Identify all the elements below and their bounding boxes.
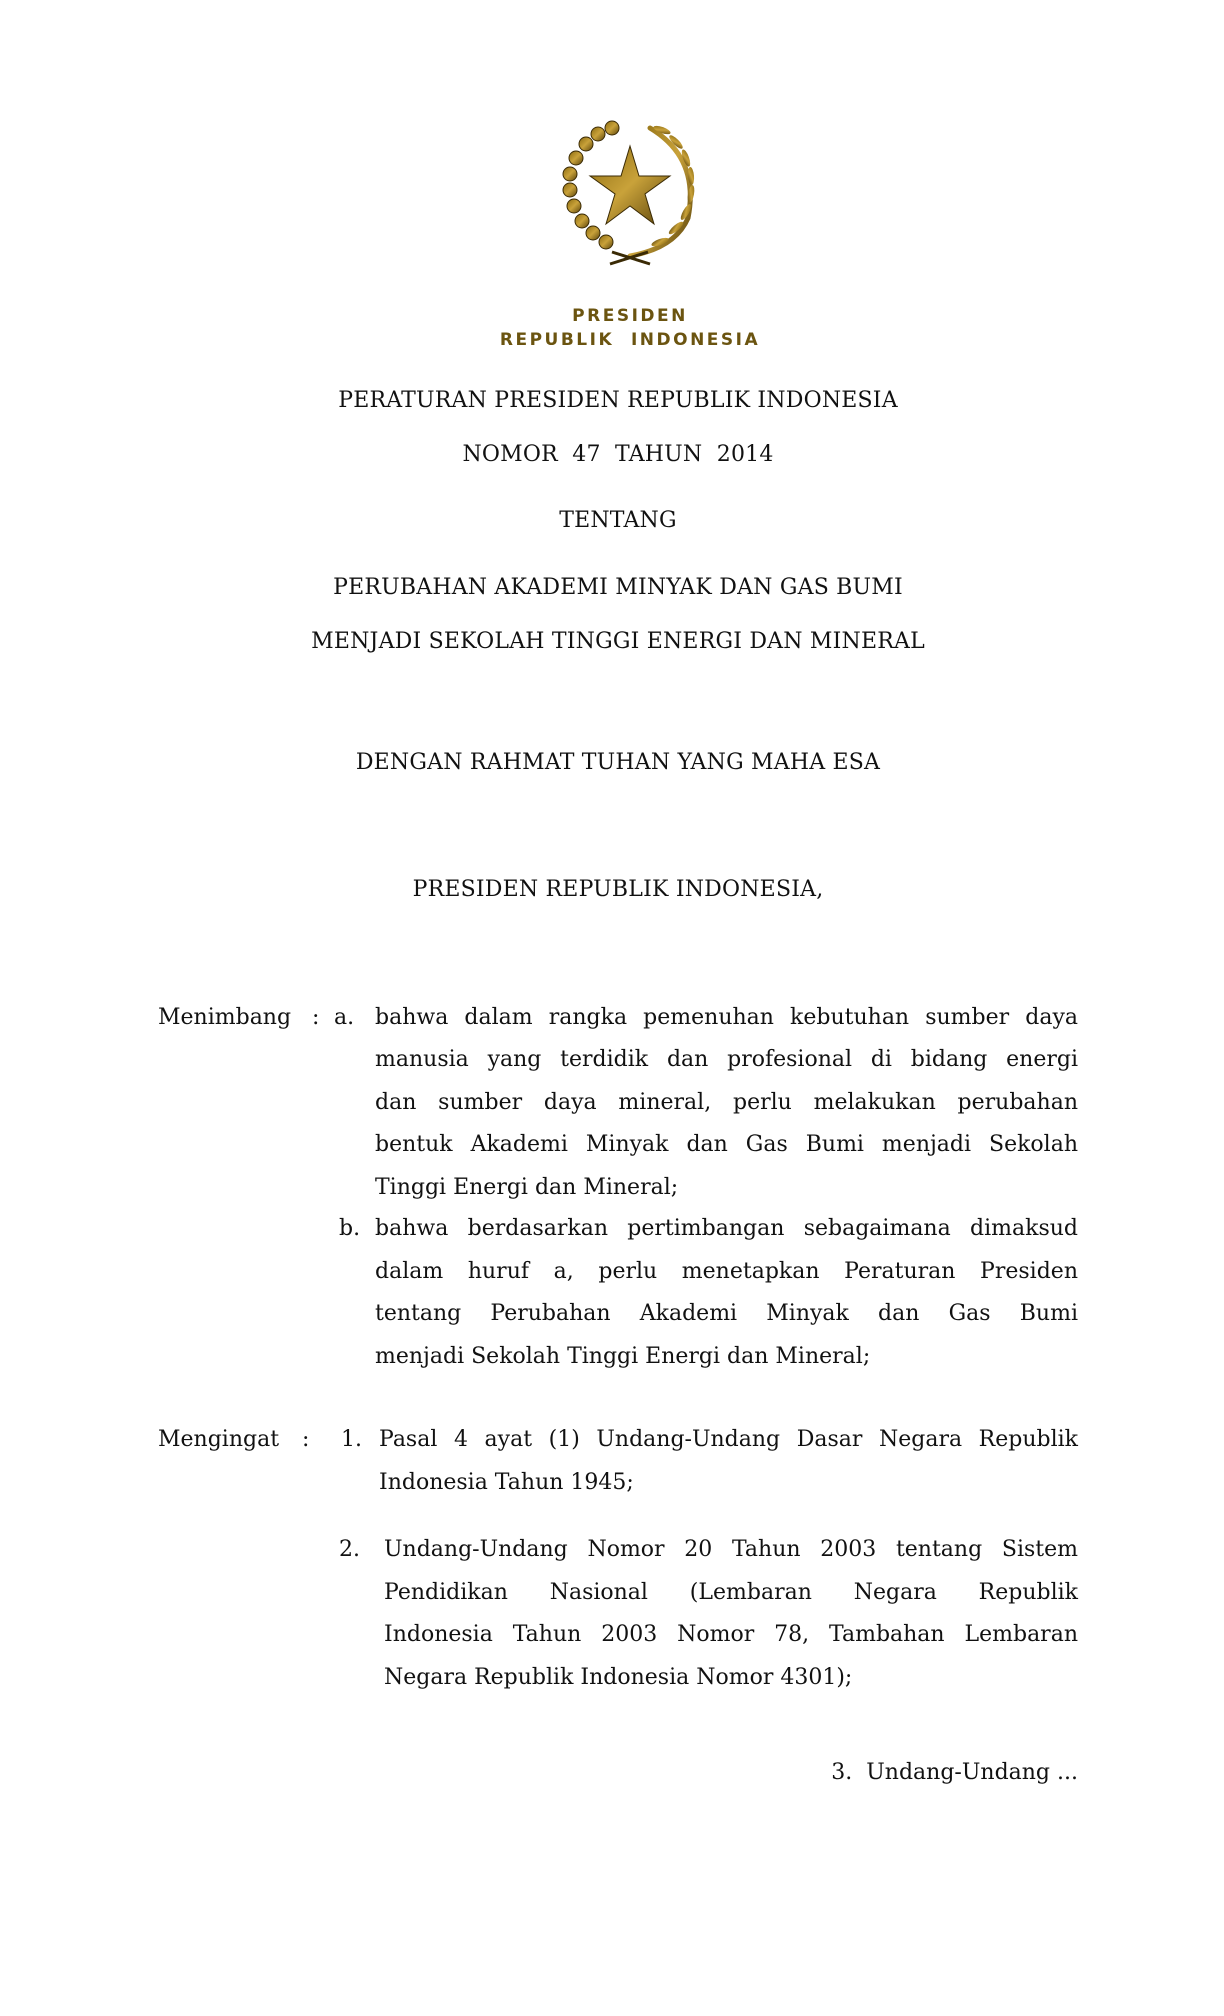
clause-line: bahwa dalam rangka pemenuhan kebutuhan sumber daya — [375, 1005, 1078, 1030]
clause-line: dan sumber daya mineral, perlu melakukan perubahan — [375, 1090, 1078, 1115]
menimbang-colon: : — [312, 1005, 320, 1030]
tentang-heading: TENTANG — [559, 508, 677, 533]
clause-line: manusia yang terdidik dan profesional di bidang energi — [375, 1047, 1078, 1072]
letterhead-line2: REPUBLIK INDONESIA — [499, 330, 761, 350]
clause-line: bentuk Akademi Minyak dan Gas Bumi menjadi Sekolah — [375, 1132, 1078, 1157]
clause-line: menjadi Sekolah Tinggi Energi dan Mineral; — [375, 1344, 871, 1369]
clause-line: dalam huruf a, perlu menetapkan Peraturan Presiden — [375, 1259, 1078, 1284]
clause-line: tentang Perubahan Akademi Minyak dan Gas Bumi — [375, 1301, 1078, 1326]
item-marker: 2. — [339, 1537, 360, 1562]
clause-line: Indonesia Tahun 1945; — [379, 1470, 634, 1495]
clause-line: bahwa berdasarkan pertimbangan sebagaimana dimaksud — [375, 1216, 1078, 1241]
clause-line: Negara Republik Indonesia Nomor 4301); — [384, 1665, 853, 1690]
clause-line: Pendidikan Nasional (Lembaran Negara Republik — [384, 1580, 1078, 1605]
clause-line: Tinggi Energi dan Mineral; — [375, 1175, 679, 1200]
mengingat-label: Mengingat — [158, 1427, 280, 1452]
issuer: PRESIDEN REPUBLIK INDONESIA, — [412, 877, 824, 902]
menimbang-label: Menimbang — [158, 1005, 292, 1030]
clause-line: Undang-Undang Nomor 20 Tahun 2003 tentang Sistem — [384, 1537, 1078, 1562]
mengingat-colon: : — [302, 1427, 310, 1452]
item-marker: a. — [334, 1005, 355, 1030]
item-marker: 1. — [341, 1427, 362, 1452]
regulation-number: NOMOR 47 TAHUN 2014 — [462, 442, 774, 467]
subject-line2: MENJADI SEKOLAH TINGGI ENERGI DAN MINERAL — [311, 629, 925, 654]
item-marker: b. — [339, 1216, 361, 1241]
presidential-emblem-icon — [550, 118, 710, 268]
letterhead-line1: PRESIDEN — [572, 306, 688, 326]
page-continuation: 3. Undang-Undang ... — [831, 1760, 1078, 1785]
clause-line: Pasal 4 ayat (1) Undang-Undang Dasar Negara Republik — [379, 1427, 1078, 1452]
regulation-title: PERATURAN PRESIDEN REPUBLIK INDONESIA — [338, 388, 898, 413]
invocation: DENGAN RAHMAT TUHAN YANG MAHA ESA — [355, 750, 881, 775]
clause-line: Indonesia Tahun 2003 Nomor 78, Tambahan Lembaran — [384, 1622, 1078, 1647]
subject-line1: PERUBAHAN AKADEMI MINYAK DAN GAS BUMI — [333, 575, 903, 600]
